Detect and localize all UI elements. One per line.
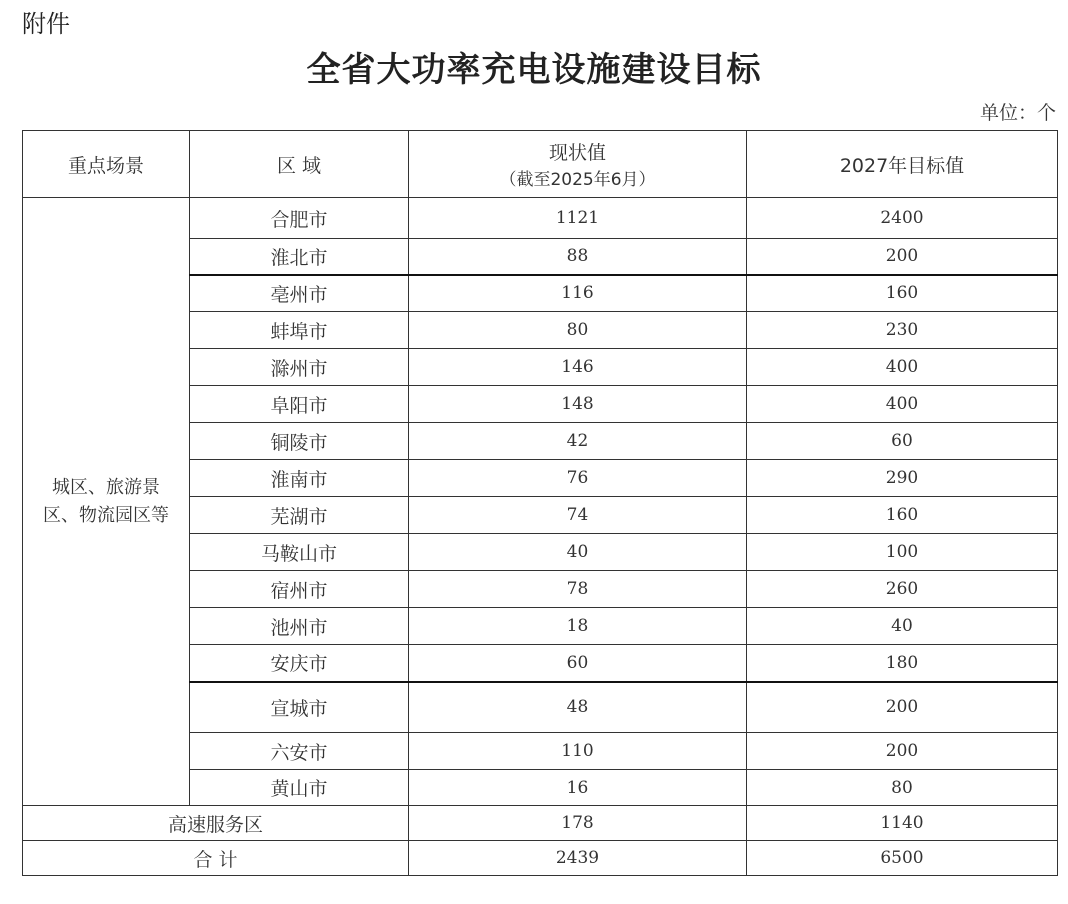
current-value-cell: 116: [409, 275, 747, 312]
region-cell: 铜陵市: [190, 423, 409, 460]
charging-targets-table: [22, 130, 1058, 876]
region-cell: 黄山市: [190, 770, 409, 806]
region-cell: 蚌埠市: [190, 312, 409, 349]
current-value-cell: 146: [409, 349, 747, 386]
target-value-cell: 180: [747, 645, 1058, 682]
region-cell: 滁州市: [190, 349, 409, 386]
column-header-current-label: 现状值: [548, 142, 606, 164]
target-value-cell: 200: [747, 733, 1058, 770]
total-row: [23, 841, 1058, 876]
region-cell: 亳州市: [190, 275, 409, 312]
current-value-cell: 16: [409, 770, 747, 806]
current-value-cell: 80: [409, 312, 747, 349]
region-cell: 宿州市: [190, 571, 409, 608]
target-value-cell: 160: [747, 275, 1058, 312]
region-cell: 芜湖市: [190, 497, 409, 534]
target-value-cell: 2400: [747, 198, 1058, 239]
highway-target-cell: 1140: [747, 806, 1058, 841]
unit-label: 单位：个: [979, 102, 1056, 124]
target-value-cell: 400: [747, 349, 1058, 386]
current-value-cell: 60: [409, 645, 747, 682]
region-cell: 宣城市: [190, 682, 409, 733]
table-header-row: [23, 131, 1058, 198]
region-cell: 六安市: [190, 733, 409, 770]
target-value-cell: 200: [747, 239, 1058, 275]
document-title: 全省大功率充电设施建设目标: [306, 50, 762, 90]
column-header-region: 区 域: [190, 131, 409, 198]
target-value-cell: 290: [747, 460, 1058, 497]
current-value-cell: 148: [409, 386, 747, 423]
column-header-current-note: （截至2025年6月）: [499, 170, 656, 190]
target-value-cell: 200: [747, 682, 1058, 733]
target-value-cell: 100: [747, 534, 1058, 571]
target-value-cell: 230: [747, 312, 1058, 349]
region-cell: 淮北市: [190, 239, 409, 275]
current-value-cell: 74: [409, 497, 747, 534]
total-label-cell: 合 计: [23, 841, 409, 876]
target-value-cell: 160: [747, 497, 1058, 534]
column-header-current: [409, 131, 747, 198]
highway-label-cell: 高速服务区: [23, 806, 409, 841]
region-cell: 合肥市: [190, 198, 409, 239]
region-cell: 马鞍山市: [190, 534, 409, 571]
current-value-cell: 76: [409, 460, 747, 497]
scene-group-label: 城区、旅游景区、物流园区等: [43, 476, 169, 526]
column-header-target: 2027年目标值: [747, 131, 1058, 198]
current-value-cell: 48: [409, 682, 747, 733]
region-cell: 池州市: [190, 608, 409, 645]
total-target-cell: 6500: [747, 841, 1058, 876]
scene-group-cell: [23, 198, 190, 806]
table-row: [23, 198, 1058, 239]
highway-row: [23, 806, 1058, 841]
highway-current-cell: 178: [409, 806, 747, 841]
current-value-cell: 1121: [409, 198, 747, 239]
region-cell: 阜阳市: [190, 386, 409, 423]
attachment-label: 附件: [22, 10, 70, 38]
target-value-cell: 260: [747, 571, 1058, 608]
current-value-cell: 18: [409, 608, 747, 645]
current-value-cell: 40: [409, 534, 747, 571]
current-value-cell: 110: [409, 733, 747, 770]
current-value-cell: 78: [409, 571, 747, 608]
current-value-cell: 42: [409, 423, 747, 460]
target-value-cell: 40: [747, 608, 1058, 645]
current-value-cell: 88: [409, 239, 747, 275]
region-cell: 安庆市: [190, 645, 409, 682]
target-value-cell: 60: [747, 423, 1058, 460]
region-cell: 淮南市: [190, 460, 409, 497]
target-value-cell: 400: [747, 386, 1058, 423]
column-header-scene: 重点场景: [23, 131, 190, 198]
target-value-cell: 80: [747, 770, 1058, 806]
total-current-cell: 2439: [409, 841, 747, 876]
